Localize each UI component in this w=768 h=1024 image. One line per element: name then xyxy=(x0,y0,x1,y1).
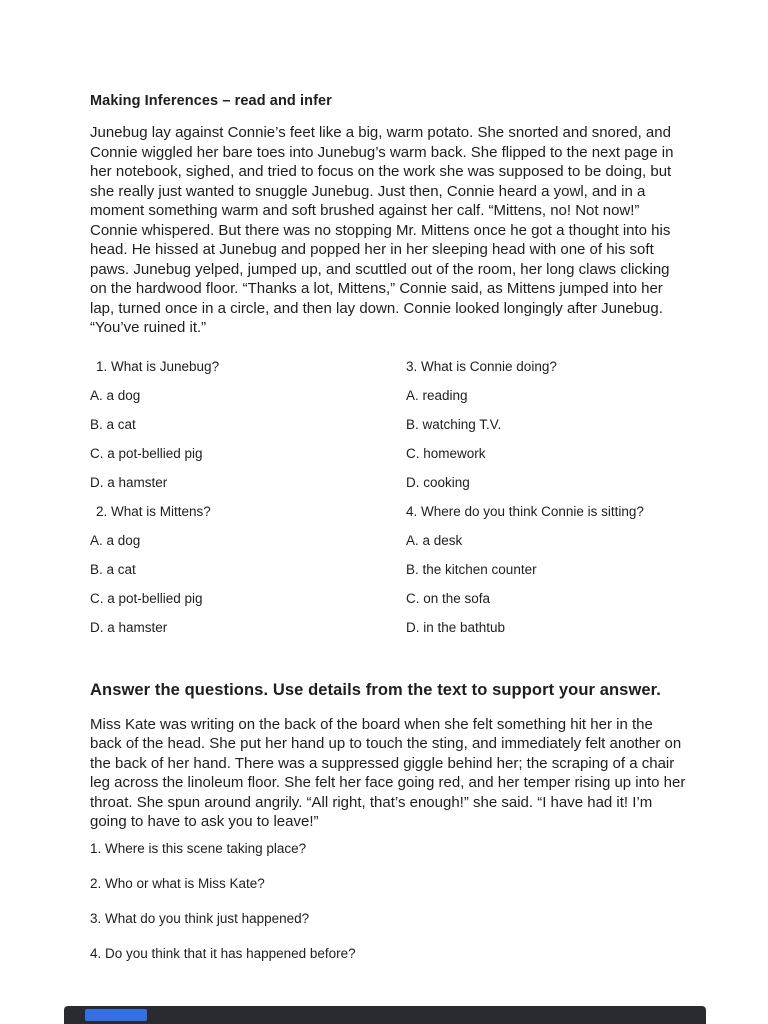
mcq-column-right xyxy=(406,352,686,642)
open-question-4: 4. Do you think that it has happened before? xyxy=(90,945,356,961)
question-prompt: 1. What is Junebug? xyxy=(96,358,220,374)
open-question-2: 2. Who or what is Miss Kate? xyxy=(90,875,265,891)
answer-option: D. in the bathtub xyxy=(406,619,506,635)
answer-option: A. a dog xyxy=(90,532,141,548)
mcq-column-left xyxy=(90,352,406,642)
open-question-3: 3. What do you think just happened? xyxy=(90,910,310,926)
answer-option: B. a cat xyxy=(90,561,136,577)
worksheet-title: Making Inferences – read and infer xyxy=(90,93,332,109)
question-prompt: 2. What is Mittens? xyxy=(96,503,211,519)
section-heading: Answer the questions. Use details from the text to support your answer. xyxy=(90,680,661,699)
passage-miss-kate: Miss Kate was writing on the back of the board when she felt something hit her in the back of the head. She put her hand up to touch the sting, and immediately felt another on the back of her hand. There was a suppressed giggle behind her; the scraping of a chair leg across the linoleum floor. She felt her face going red, and her temper rising up into her throat. She spun around angrily. “All right, that’s enough!” she said. “I have had it! I’m going to have to ask you to leave!” xyxy=(90,715,686,830)
question-prompt: 3. What is Connie doing? xyxy=(406,358,557,374)
passage-junebug: Junebug lay against Connie’s feet like a big, warm potato. She snorted and snored, and Connie wiggled her bare toes into Junebug’s warm back. She flipped to the next page in her notebook, sighed, and tried to focus on the work she was supposed to be doing, but she really just wanted to snuggle Junebug. Just then, Connie heard a yowl, and in a moment something warm and soft brushed against her calf. “Mittens, no! Not now!” Connie whispered. But there was no stopping Mr. Mittens once he got a thought into his head. He hissed at Junebug and popped her in her sleeping head with one of his soft paws. Junebug yelped, jumped up, and scuttled out of the room, her long claws clicking on the hardwood floor. “Thanks a lot, Mittens,” Connie said, as Mittens jumped into her lap, turned once in a circle, and then lay down. Connie looked longingly after Junebug. “You’ve ruined it.” xyxy=(90,124,674,336)
question-prompt: 4. Where do you think Connie is sitting? xyxy=(406,503,644,519)
answer-option: B. a cat xyxy=(90,416,136,432)
mcq-question-4 xyxy=(406,497,686,642)
answer-option: A. a desk xyxy=(406,532,463,548)
answer-option: D. a hamster xyxy=(90,474,168,490)
mcq-question-3 xyxy=(406,352,686,497)
mcq-question-2 xyxy=(90,497,406,642)
answer-option: A. reading xyxy=(406,387,468,403)
answer-option: A. a dog xyxy=(90,387,141,403)
answer-option: C. on the sofa xyxy=(406,590,491,606)
document-content xyxy=(90,93,686,982)
mcq-section xyxy=(90,352,686,642)
answer-option: C. a pot-bellied pig xyxy=(90,445,203,461)
answer-option: B. watching T.V. xyxy=(406,416,502,432)
answer-option: D. cooking xyxy=(406,474,470,490)
answer-option: C. a pot-bellied pig xyxy=(90,590,203,606)
viewer-toolbar-button[interactable] xyxy=(85,1009,147,1021)
answer-option: B. the kitchen counter xyxy=(406,561,537,577)
answer-option: D. a hamster xyxy=(90,619,168,635)
mcq-question-1 xyxy=(90,352,406,497)
open-question-1: 1. Where is this scene taking place? xyxy=(90,840,307,856)
answer-option: C. homework xyxy=(406,445,486,461)
viewer-toolbar[interactable] xyxy=(64,1006,706,1024)
open-questions-section xyxy=(90,842,686,961)
